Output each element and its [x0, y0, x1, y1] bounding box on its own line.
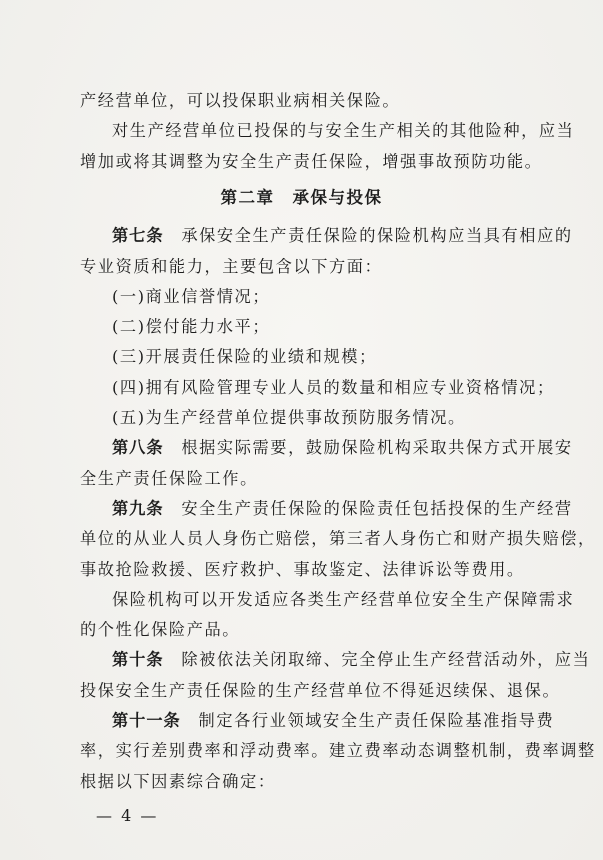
article-9-line: [112, 498, 573, 520]
list-item: (一)商业信誉情况；: [112, 287, 271, 306]
paragraph-line: 率，实行差别费率和浮动费率。建立费率动态调整机制，费率调整: [80, 741, 596, 760]
paragraph-line: 专业资质和能力，主要包含以下方面：: [80, 257, 383, 276]
paragraph-line: 增加或将其调整为安全生产责任保险，增强事故预防功能。: [80, 152, 543, 171]
paragraph-line: 产经营单位，可以投保职业病相关保险。: [80, 91, 401, 110]
article-10-line: [112, 649, 590, 671]
article-7-line: [112, 225, 573, 247]
article-7-label: 第七条: [112, 226, 164, 245]
article-8-text: 根据实际需要，鼓励保险机构采取共保方式开展安: [163, 438, 573, 457]
chapter-heading: 第二章 承保与投保: [220, 187, 383, 207]
article-9-text: 安全生产责任保险的保险责任包括投保的生产经营: [163, 499, 573, 518]
article-10-label: 第十条: [112, 650, 164, 669]
list-item: (四)拥有风险管理专业人员的数量和相应专业资格情况；: [112, 378, 555, 397]
article-8-label: 第八条: [112, 438, 164, 457]
article-11-label: 第十一条: [112, 711, 181, 730]
paragraph-line: 保险机构可以开发适应各类生产经营单位安全生产保障需求: [112, 590, 575, 609]
article-7-text: 承保安全生产责任保险的保险机构应当具有相应的: [163, 226, 573, 245]
paragraph-line: 单位的从业人员人身伤亡赔偿，第三者人身伤亡和财产损失赔偿，: [80, 529, 596, 548]
paragraph-line: 全生产责任保险工作。: [80, 469, 258, 488]
list-item: (五)为生产经营单位提供事故预防服务情况。: [112, 408, 466, 427]
paragraph-line: 投保安全生产责任保险的生产经营单位不得延迟续保、退保。: [80, 681, 561, 700]
list-item: (三)开展责任保险的业绩和规模；: [112, 347, 377, 366]
article-11-text: 制定各行业领域安全生产责任保险基准指导费: [180, 711, 555, 730]
page-number: — 4 —: [96, 806, 159, 825]
list-item: (二)偿付能力水平；: [112, 317, 271, 336]
article-8-line: [112, 437, 573, 459]
article-11-line: [112, 710, 554, 732]
paragraph-line: 根据以下因素综合确定：: [80, 772, 276, 791]
paragraph-line: 事故抢险救援、医疗救护、事故鉴定、法律诉讼等费用。: [80, 560, 525, 579]
paragraph-line: 的个性化保险产品。: [80, 620, 241, 639]
article-10-text: 除被依法关闭取缔、完全停止生产经营活动外，应当: [163, 650, 591, 669]
paragraph-line: 对生产经营单位已投保的与安全生产相关的其他险种，应当: [112, 121, 575, 140]
article-9-label: 第九条: [112, 499, 164, 518]
